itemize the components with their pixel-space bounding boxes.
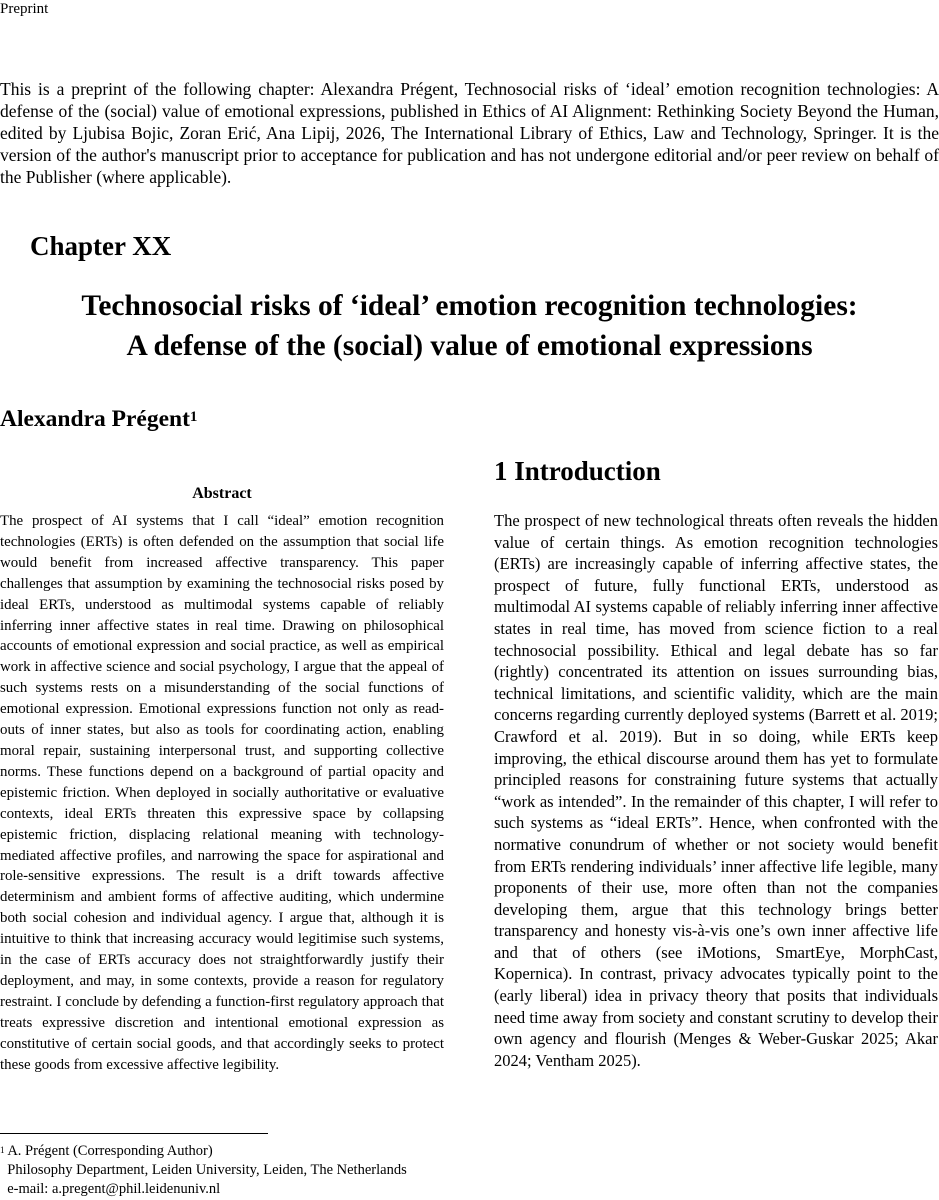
footnote-author: A. Prégent (Corresponding Author) <box>7 1143 213 1159</box>
abstract-text: The prospect of AI systems that I call “ideal” emotion recognition technologies (ERTs) is often defended on the assumption that social life would benefit from increased affective transparency. This paper challenges that assumption by examining the technosocial risks posed by ideal ERTs, understood as multimodal systems capable of reliably inferring inner affective states in real time. Drawing on philosophical accounts of emotional expression and social practice, as well as empirical work in affective science and social psychology, I argue that the appeal of such systems rests on a misunderstanding of the social functions of emotional expression. Emotional expressions function not only as read-outs of inner states, but also as tools for coordinating action, enabling moral repair, sustaining interpersonal trust, and supporting collective norms. These functions depend on a background of partial opacity and epistemic friction. When deployed in socially authoritative or evaluative contexts, ideal ERTs threaten this expressive space by collapsing epistemic friction, displacing relational meaning with technology-mediated affective profiles, and narrowing the space for aspirational and role-sensitive expressions. The result is a drift towards affective determinism and ambient forms of affective auditing, which undermine both social cohesion and individual agency. I argue that, although it is intuitive to think that increasing accuracy would legitimise such systems, in the case of ERTs accuracy does not straightforwardly justify their deployment, and may, in some contexts, provide a reason for regulatory restraint. I conclude by defending a function-first regulatory approach that treats expressive discretion and intentional emotional expression as constitutive of certain social goods, and that accordingly seeks to protect these goods from excessive affective legibility. <box>0 513 444 1073</box>
chapter-label: Chapter XX <box>30 231 172 261</box>
footnote-affiliation: Philosophy Department, Leiden University, Leiden, The Netherlands <box>7 1162 407 1178</box>
author-footnote-mark: 1 <box>189 409 198 425</box>
author-block <box>0 403 197 435</box>
chapter-title-line-2: A defense of the (social) value of emotional expressions <box>126 330 813 362</box>
author-name: Alexandra Prégent <box>0 406 190 432</box>
footnote-divider <box>0 1133 268 1134</box>
chapter-title <box>0 286 939 366</box>
footnote-email: e-mail: a.pregent@phil.leidenuniv.nl <box>7 1181 221 1197</box>
chapter-title-line-1: Technosocial risks of ‘ideal’ emotion recognition technologies: <box>81 290 858 322</box>
abstract-heading: Abstract <box>192 485 252 502</box>
footnote-mark: 1 <box>0 1145 5 1155</box>
footnote <box>0 1142 407 1199</box>
preprint-notice: This is a preprint of the following chapter: Alexandra Prégent, Technosocial risks of ‘ideal’ emotion recognition technologies: A defense of the (social) value of emotional expressions, published in Ethics of AI Alignment: Rethinking Society Beyond the Human, edited by Ljubisa Bojic, Zoran Erić, Ana Lipij, 2026, The International Library of Ethics, Law and Technology, Springer. It is the version of the author's manuscript prior to acceptance for publication and has not undergone editorial and/or peer review on behalf of the Publisher (where applicable). <box>0 79 939 187</box>
introduction-heading: 1 Introduction <box>494 456 661 486</box>
running-header: Preprint <box>0 1 49 17</box>
introduction-text: The prospect of new technological threats often reveals the hidden value of certain things. As emotion recognition technologies (ERTs) are increasingly capable of inferring affective states, the prospect of future, fully functional ERTs, understood as multimodal AI systems capable of reliably inferring inner affective states in real time, has moved from science fiction to a real technosocial possibility. Ethical and legal debate has so far (rightly) concentrated its attention on issues surrounding bias, technical limitations, and scientific validity, which are the main concerns regarding currently deployed systems (Barrett et al. 2019; Crawford et al. 2019). But in so doing, while ERTs keep improving, the ethical discourse around them has yet to formulate principled reasons for constraining future systems that actually “work as intended”. In the remainder of this chapter, I will refer to such systems as “ideal ERTs”. Hence, when confronted with the normative conundrum of whether or not society would benefit from ERTs rendering individuals’ inner affective life legible, many proponents of their use, more often than not the companies developing them, argue that this technology brings better transparency and honesty vis-à-vis one’s own inner affective life and that of others (see iMotions, SmartEye, MorphCast, Kopernica). In contrast, privacy advocates typically point to the (early liberal) idea in privacy theory that posits that individuals need time away from society and constant scrutiny to develop their own agency and flourish (Menges & Weber-Guskar 2025; Akar 2024; Ventham 2025). <box>494 511 938 1070</box>
